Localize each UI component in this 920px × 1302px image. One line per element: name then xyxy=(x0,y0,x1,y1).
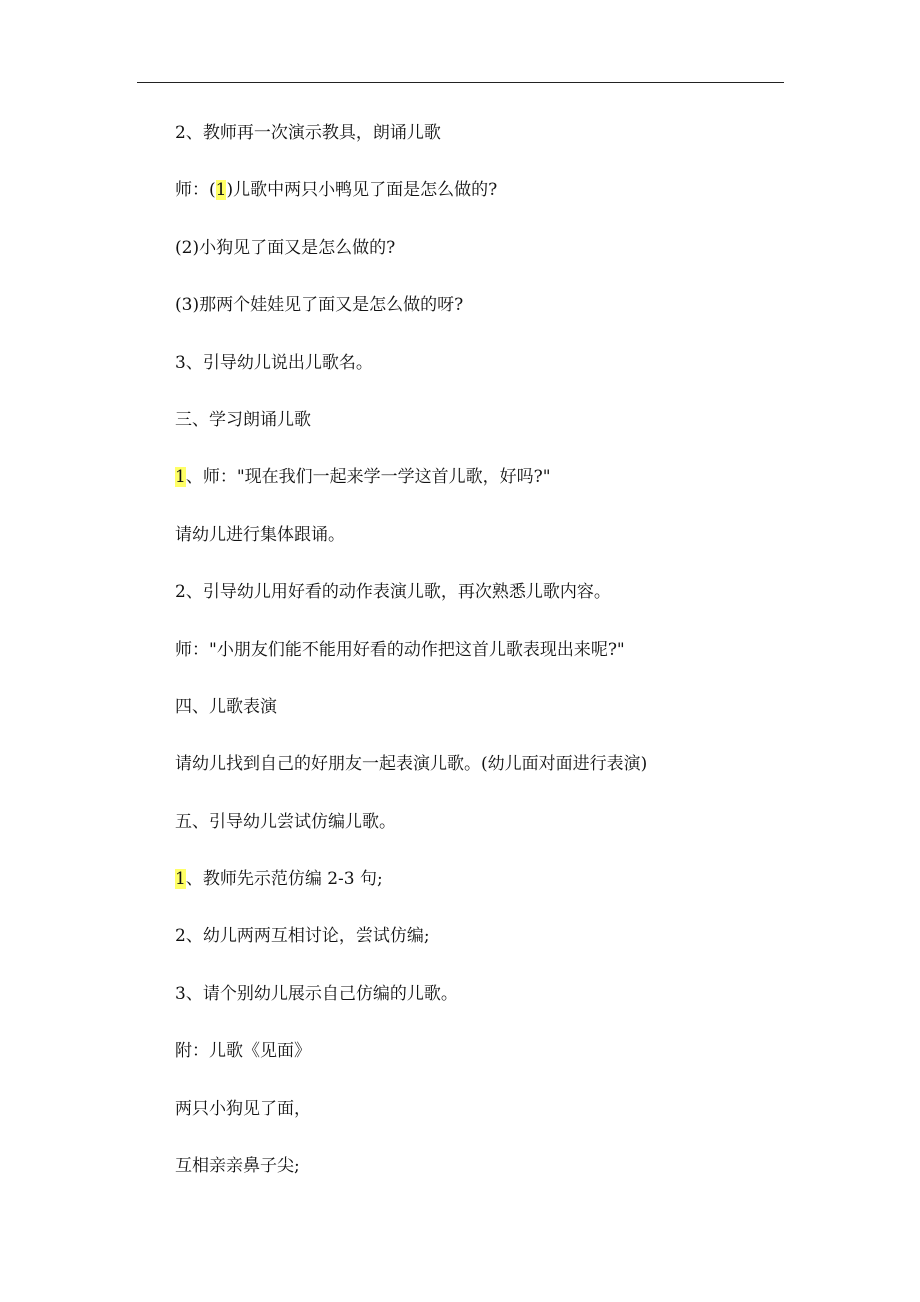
paragraph-line xyxy=(175,176,795,204)
highlighted-number: 1 xyxy=(215,180,227,201)
paragraph-line xyxy=(175,1037,795,1065)
paragraph-line xyxy=(175,865,795,893)
line-text: 五、引导幼儿尝试仿编儿歌。 xyxy=(175,811,396,832)
paragraph-line xyxy=(175,980,795,1008)
paragraph-line xyxy=(175,693,795,721)
line-text: 3、引导幼儿说出儿歌名。 xyxy=(175,352,373,373)
line-text: 请幼儿进行集体跟诵。 xyxy=(175,524,345,545)
highlighted-number: 1 xyxy=(175,869,186,890)
paragraph-line xyxy=(175,406,795,434)
line-text: 请幼儿找到自己的好朋友一起表演儿歌。(幼儿面对面进行表演) xyxy=(175,754,648,775)
paragraph-line xyxy=(175,1152,795,1180)
paragraph-line xyxy=(175,234,795,262)
line-text: 2、引导幼儿用好看的动作表演儿歌，再次熟悉儿歌内容。 xyxy=(175,582,611,603)
paragraph-line xyxy=(175,636,795,664)
line-text: 附：儿歌《见面》 xyxy=(175,1041,311,1062)
line-text: 3、请个别幼儿展示自己仿编的儿歌。 xyxy=(175,983,458,1004)
line-text: 、师："现在我们一起来学一学这首儿歌，好吗?" xyxy=(185,467,551,488)
paragraph-line xyxy=(175,750,795,778)
line-text: 2、幼儿两两互相讨论，尝试仿编; xyxy=(175,926,430,947)
paragraph-line xyxy=(175,922,795,950)
line-text: 三、学习朗诵儿歌 xyxy=(175,409,311,430)
line-text: (2)小狗见了面又是怎么做的? xyxy=(175,237,396,258)
paragraph-line xyxy=(175,463,795,491)
line-text: )儿歌中两只小鸭见了面是怎么做的? xyxy=(226,180,498,201)
paragraph-line xyxy=(175,578,795,606)
paragraph-line xyxy=(175,521,795,549)
header-rule xyxy=(137,82,784,83)
line-text: 两只小狗见了面， xyxy=(175,1098,311,1119)
paragraph-line xyxy=(175,119,795,147)
paragraph-line xyxy=(175,1095,795,1123)
line-text: (3)那两个娃娃见了面又是怎么做的呀? xyxy=(175,295,464,316)
paragraph-line xyxy=(175,349,795,377)
line-prefix: 师：( xyxy=(175,180,216,201)
paragraph-line xyxy=(175,291,795,319)
document-body xyxy=(175,119,795,1209)
line-text: 、教师先示范仿编 2-3 句; xyxy=(185,869,383,890)
highlighted-number: 1 xyxy=(175,467,186,488)
line-text: 互相亲亲鼻子尖; xyxy=(175,1156,300,1177)
paragraph-line xyxy=(175,808,795,836)
line-text: 2、教师再一次演示教具，朗诵儿歌 xyxy=(175,123,441,143)
line-text: 四、儿歌表演 xyxy=(175,696,277,717)
line-text: 师："小朋友们能不能用好看的动作把这首儿歌表现出来呢?" xyxy=(175,639,625,660)
